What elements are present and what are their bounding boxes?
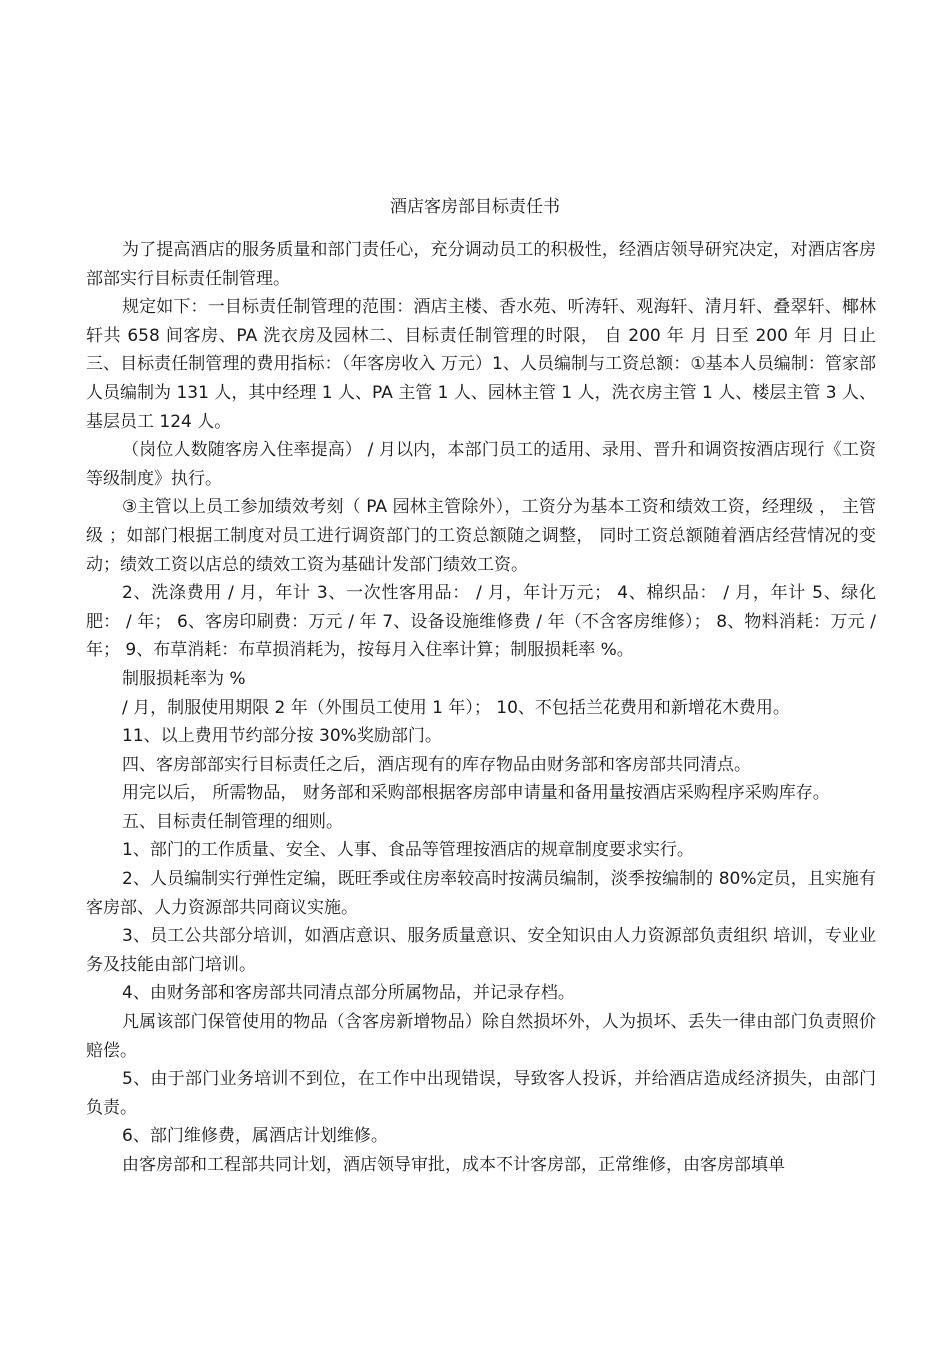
paragraph-uniform-loss: 制服损耗率为 % <box>122 668 246 689</box>
paragraph-intro: 为了提高酒店的服务质量和部门责任心，充分调动员工的积极性，经酒店领导研究决定，对酒店客房部部实行目标责任制管理。 <box>86 240 876 289</box>
paragraph-rule-3: 3、员工公共部分培训，如酒店意识、服务质量意识、安全知识由人力资源部负责组织 培训，专业业务及技能由部门培训。 <box>86 926 876 975</box>
paragraph-maintenance: 由客房部和工程部共同计划，酒店领导审批，成本不计客房部，正常维修，由客房部填单 <box>122 1155 785 1175</box>
document-body <box>86 236 876 1180</box>
paragraph-rule-1: 1、部门的工作质量、安全、人事、食品等管理按酒店的规章制度要求实行。 <box>122 840 694 861</box>
paragraph-staffing: （岗位人数随客房入住率提高） / 月以内，本部门员工的适用、录用、晋升和调资按酒店现行《工资等级制度》执行。 <box>86 440 876 489</box>
paragraph-expenses: 2、洗涤费用 / 月，年计 3、一次性客用品： / 月，年计万元； 4、棉织品： / 月，年计 5、绿化肥： / 年； 6、客房印刷费：万元 / 年 7、设备设施维修费 / 年（不含客房维修）； 8、物料消耗：万元 / 年； 9、布草消耗：布草损消耗为，按每月入住率计算；制服损耗率 %。 <box>86 583 876 661</box>
document-title: 酒店客房部目标责任书 <box>390 197 560 217</box>
paragraph-rule-2: 2、人员编制实行弹性定编，既旺季或住房率较高时按满员编制，淡季按编制的 80%定员，且实施有客房部、人力资源部共同商议实施。 <box>86 869 876 918</box>
paragraph-performance-pay: ③主管以上员工参加绩效考刻（ PA 园林主管除外），工资分为基本工资和绩效工资，经理级 ， 主管级 ；如部门根据工制度对员工进行调资部门的工资总额随之调整， 同时工资总额随着酒店经营情况的变动；绩效工资以店总的绩效工资为基础计发部门绩效工资。 <box>86 497 876 575</box>
paragraph-rule-6: 6、部门维修费，属酒店计划维修。 <box>122 1126 388 1147</box>
paragraph-inventory: 四、客房部部实行目标责任之后，酒店现有的库存物品由财务部和客房部共同清点。 <box>122 754 751 775</box>
paragraph-rule-4: 4、由财务部和客房部共同清点部分所属物品，并记录存档。 <box>122 983 575 1004</box>
paragraph-procurement: 用完以后， 所需物品， 财务部和采购部根据客房部申请量和备用量按酒店采购程序采购库存。 <box>122 783 830 804</box>
paragraph-uniform-term: / 月，制服使用期限 2 年（外围员工使用 1 年）； 10、不包括兰花费用和新增花木费用。 <box>122 697 790 718</box>
paragraph-rule-5: 5、由于部门业务培训不到位，在工作中出现错误，导致客人投诉，并给酒店造成经济损失，由部门负责。 <box>86 1069 876 1118</box>
paragraph-rules-heading: 五、目标责任制管理的细则。 <box>122 811 343 832</box>
paragraph-savings-reward: 11、以上费用节约部分按 30%奖励部门。 <box>122 726 442 747</box>
paragraph-scope: 规定如下：一目标责任制管理的范围：酒店主楼、香水苑、听涛轩、观海轩、清月轩、叠翠轩、椰林轩共 658 间客房、PA 洗衣房及园林二、目标责任制管理的时限， 自 200 年 月 日至 200 年 月 日止三、目标责任制管理的费用指标：（年客房收入 万元）1、人员编制与工资总额：①基本人员编制：管家部人员编制为 131 人，其中经理 1 人、PA 主管 1 人、园林主管 1 人，洗衣房主管 1 人、楼层主管 3 人、基层员工 124 人。 <box>86 297 876 432</box>
paragraph-compensation: 凡属该部门保管使用的物品（含客房新增物品）除自然损坏外，人为损坏、丢失一律由部门负责照价赔偿。 <box>86 1012 876 1061</box>
